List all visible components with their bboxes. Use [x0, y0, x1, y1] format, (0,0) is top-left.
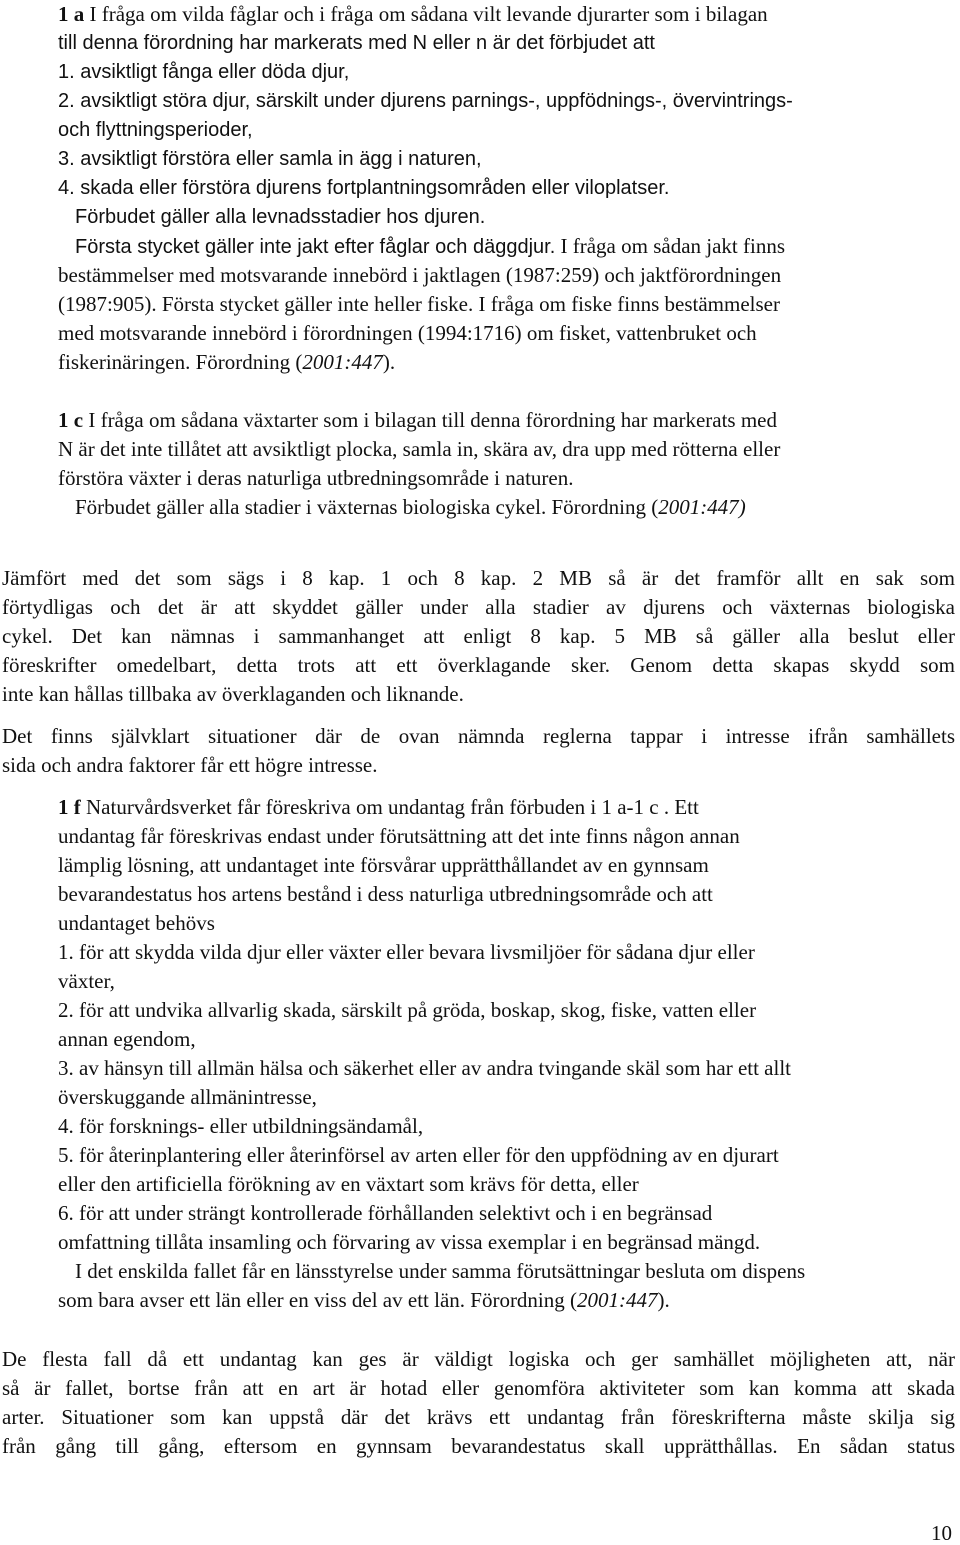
section-1a-label: 1 a: [58, 2, 85, 26]
text-line: sida och andra faktorer får ett högre intresse.: [2, 753, 378, 777]
text-line: bestämmelser med motsvarande innebörd i jaktlagen (1987:259) och jaktförordningen: [58, 263, 782, 287]
text-line: fiskerinäringen. Förordning (2001:447).: [58, 350, 396, 374]
text-line: växter,: [58, 969, 115, 993]
text-line: Förbudet gäller alla stadier i växternas biologiska cykel. Förordning (2001:447): [75, 495, 746, 519]
text-line: cykel. Det kan nämnas i sammanhanget att enligt 8 kap. 5 MB så gäller alla beslut eller: [2, 624, 955, 648]
text-line: Det finns självklart situationer där de ovan nämnda reglerna tappar i intresse ifrån samhällets: [2, 724, 955, 748]
list-item: 3. av hänsyn till allmän hälsa och säkerhet eller av andra tvingande skäl som har ett allt: [58, 1056, 792, 1080]
citation: 2001:447: [658, 495, 739, 519]
text-line: undantaget behövs: [58, 911, 215, 935]
list-item: 4. för forsknings- eller utbildningsändamål,: [58, 1114, 424, 1138]
text-line: De flesta fall då ett undantag kan ges är väldigt logiska och ger samhället möjligheten att, när: [2, 1347, 955, 1371]
text-line: så är fallet, bortse från att en art är hotad eller genomföra aktiviteter som kan komma att skada: [2, 1376, 955, 1400]
text-line: överskuggande allmänintresse,: [58, 1085, 317, 1109]
page-number: 10: [931, 1521, 952, 1545]
section-1f-heading: 1 f Naturvårdsverket får föreskriva om undantag från förbuden i 1 a-1 c . Ett: [58, 795, 699, 819]
list-item: 1. för att skydda vilda djur eller växter eller bevara livsmiljöer för sådana djur eller: [58, 940, 755, 964]
section-1f-label: 1 f: [58, 795, 81, 819]
list-item: 3. avsiktligt förstöra eller samla in ägg i naturen,: [58, 148, 482, 170]
citation: 2001:447: [302, 350, 383, 374]
text-line: I det enskilda fallet får en länsstyrelse under samma förutsättningar besluta om dispens: [75, 1259, 806, 1283]
list-item: 6. för att under strängt kontrollerade förhållanden selektivt och i en begränsad: [58, 1201, 713, 1225]
text-line: lämplig lösning, att undantaget inte försvårar upprätthållandet av en gynnsam: [58, 853, 709, 877]
section-1c-heading: 1 c I fråga om sådana växtarter som i bilagan till denna förordning har markerats med: [58, 408, 777, 432]
text-line: bevarandestatus hos artens bestånd i dess naturliga utbredningsområde och att: [58, 882, 713, 906]
text-line: Jämfört med det som sägs i 8 kap. 1 och 8 kap. 2 MB så är det framför allt en sak som: [2, 566, 955, 590]
text-line: (1987:905). Första stycket gäller inte heller fiske. I fråga om fiske finns bestämmelser: [58, 292, 780, 316]
text-line: arter. Situationer som kan uppstå där det krävs ett undantag från föreskrifterna måste skilja sig: [2, 1405, 955, 1429]
text-line: Förbudet gäller alla levnadsstadier hos djuren.: [75, 206, 486, 228]
text-line: eller den artificiella förökning av en växtart som krävs för detta, eller: [58, 1172, 639, 1196]
section-1c-label: 1 c: [58, 408, 84, 432]
text-line: till denna förordning har markerats med N eller n är det förbjudet att: [58, 32, 655, 54]
list-item: 1. avsiktligt fånga eller döda djur,: [58, 61, 350, 83]
text-line: inte kan hållas tillbaka av överklaganden och liknande.: [2, 682, 464, 706]
section-1a-heading: 1 a I fråga om vilda fåglar och i fråga om sådana vilt levande djurarter som i bilagan: [58, 2, 768, 26]
text-line: från gång till gång, eftersom en gynnsam bevarandestatus skall upprätthållas. En sådan status: [2, 1434, 955, 1458]
text-line: föreskrifter omedelbart, detta trots att ett överklagande sker. Genom detta skapas skydd som: [2, 653, 955, 677]
list-item: 2. för att undvika allvarlig skada, särskilt på gröda, boskap, skog, fiske, vatten eller: [58, 998, 757, 1022]
text-line: omfattning tillåta insamling och förvaring av vissa exemplar i en begränsad mängd.: [58, 1230, 761, 1254]
text-line: förtydligas och det är att skyddet gäller under alla stadier av djurens och växternas biologiska: [2, 595, 955, 619]
text-line: med motsvarande innebörd i förordningen (1994:1716) om fisket, vattenbruket och: [58, 321, 757, 345]
text-line: Första stycket gäller inte jakt efter fåglar och däggdjur. I fråga om sådan jakt finns: [75, 234, 786, 258]
text-line: undantag får föreskrivas endast under förutsättning att det inte finns någon annan: [58, 824, 740, 848]
list-item: 5. för återinplantering eller återinförsel av arten eller för den uppfödning av en djurart: [58, 1143, 779, 1167]
list-item: 2. avsiktligt störa djur, särskilt under djurens parnings-, uppfödnings-, övervintrings-: [58, 90, 793, 112]
text-line: och flyttningsperioder,: [58, 119, 253, 141]
text-line: N är det inte tillåtet att avsiktligt plocka, samla in, skära av, dra upp med rötterna eller: [58, 437, 781, 461]
text-line: annan egendom,: [58, 1027, 196, 1051]
text-line: som bara avser ett län eller en viss del av ett län. Förordning (2001:447).: [58, 1288, 670, 1312]
text-line: förstöra växter i deras naturliga utbredningsområde i naturen.: [58, 466, 574, 490]
citation: 2001:447: [577, 1288, 658, 1312]
list-item: 4. skada eller förstöra djurens fortplantningsområden eller viloplatser.: [58, 177, 670, 199]
